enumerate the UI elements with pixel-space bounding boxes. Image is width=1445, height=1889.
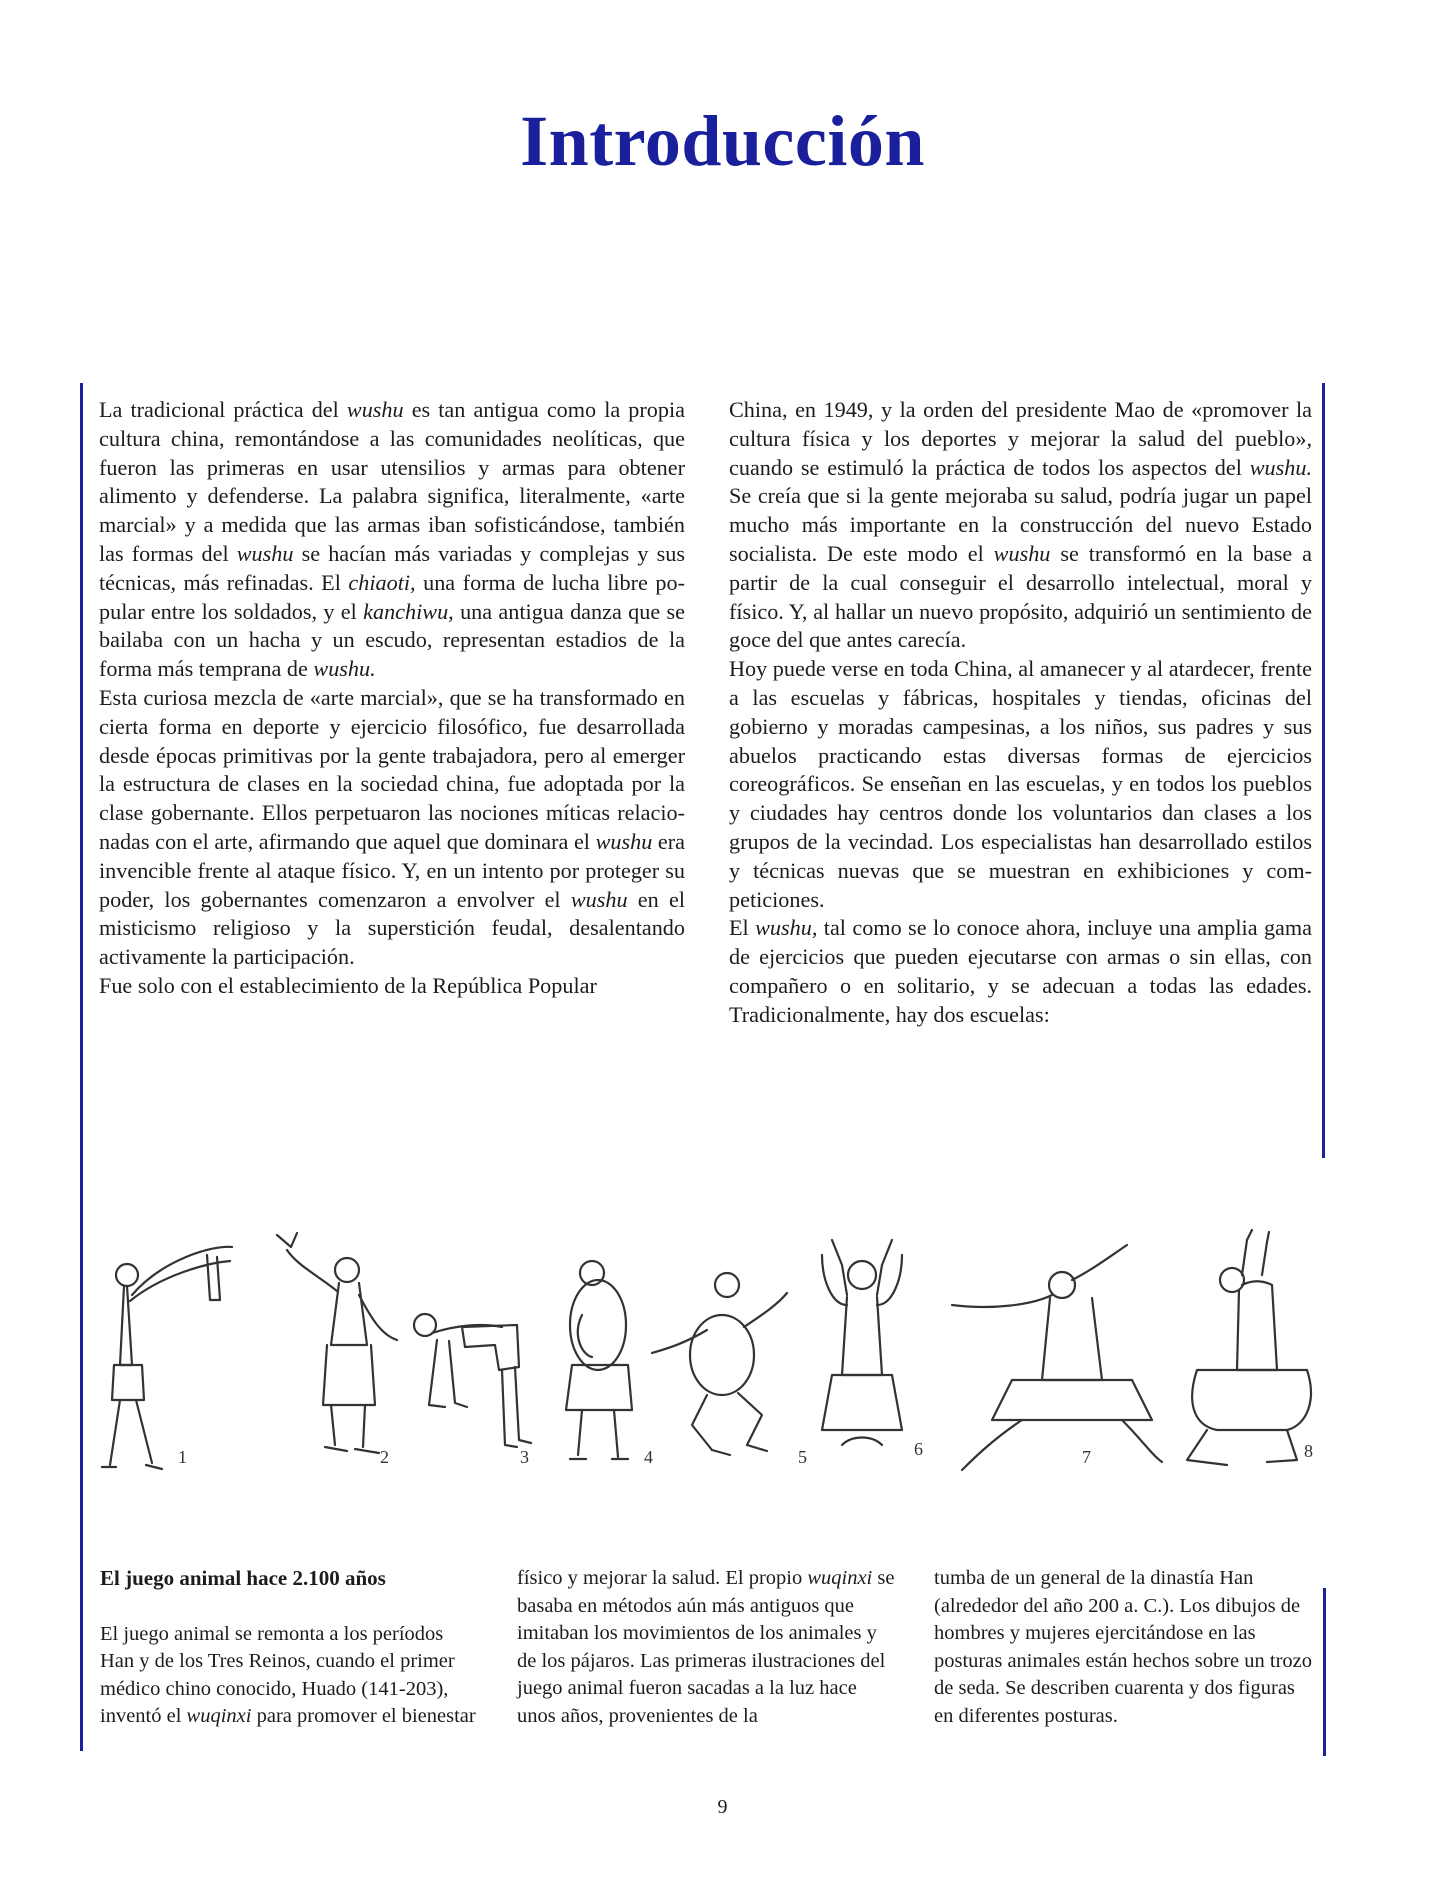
figure-6 (822, 1240, 902, 1445)
body-paragraph: Fue solo con el establecimiento de la República Popular (99, 972, 597, 998)
caption-left-rule (80, 1548, 83, 1751)
body-paragraph: La tradicional práctica del wushu es tan antigua como la propia cultura china, remontándose a las comunidades neolíticas, que fueron las primeras en usar utensilios y armas para obtener alimento y defenderse. La palabra significa, literalmente, «arte marcial» y a medida que las armas iban sofisticándose, también las formas del wushu se hacían más variadas y complejas y sus técnicas, más refinadas. El chiaoti, una forma de lucha libre popular entre los soldados, y el kanchiwu, una antigua danza que se bailaba con un hacha y un escudo, representan estadios de la forma más temprana de wushu. (99, 397, 685, 682)
body-paragraph: El wushu, tal como se lo conoce ahora, incluye una amplia gama de ejercicios que pueden ejecutarse con armas o sin ellas, con compañero o en solitario, y se adecuan a todas las edades. Tradicionalmente, hay dos escuelas: (729, 915, 1313, 1027)
page-number: 9 (717, 1796, 728, 1818)
figure-3-label: 3 (520, 1447, 529, 1467)
right-column-rule (1322, 383, 1325, 1158)
animal-game-illustration (82, 1225, 1322, 1495)
figure-2 (277, 1233, 397, 1453)
caption-column-3 (934, 1565, 1319, 1730)
figure-2-label: 2 (380, 1447, 389, 1467)
figure-4-label: 4 (644, 1447, 653, 1467)
figure-8-label: 8 (1304, 1441, 1313, 1461)
caption-column-2 (517, 1565, 897, 1730)
figure-5-label: 5 (798, 1447, 807, 1467)
body-paragraph: Hoy puede verse en toda China, al amanecer y al atardecer, frente a las escuelas y fábricas, hospitales y tiendas, oficinas del gobierno y moradas campesinas, a los niños, sus padres y sus abuelos practicando estas diversas formas de ejercicios coreográficos. Se enseñan en las escuelas, y en todos los pueblos y ciudades hay centros donde los voluntarios dan clases a los grupos de la vecindad. Los especialistas han desarrollado estilos y técnicas nuevas que se muestran en exhibiciones y competiciones. (729, 656, 1312, 912)
figure-1-label: 1 (178, 1447, 187, 1467)
page-title: Introducción (520, 101, 925, 181)
body-paragraph: Esta curiosa mezcla de «arte marcial», que se ha transformado en cierta forma en deporte y ejercicio filosófico, fue desarrollada desde épocas primitivas por la gente trabajadora, pero al emerger la estructura de clases en la sociedad china, fue adoptada por la clase gobernante. Ellos perpetuaron las nociones míticas relacionadas con el arte, afirmando que aquel que dominara el wushu era invencible frente al ataque físico. Y, en un intento por proteger su poder, los gobernantes comenzaron a envolver el wushu en el misticismo religioso y la superstición feudal, desalentando activamente la participación. (99, 684, 685, 970)
caption-right-rule (1323, 1588, 1326, 1756)
figure-4 (566, 1261, 632, 1459)
caption-paragraph: tumba de un general de la dinastía Han (alrededor del año 200 a. C.). Los dibujos de hombres y mujeres ejercitándose en las posturas animales están hechos sobre un trozo de seda. Se describen cuarenta y dos figuras en diferentes posturas. (934, 1567, 1313, 1727)
body-paragraph: China, en 1949, y la orden del presidente Mao de «promover la cultura física y los deportes y mejorar la salud del pueblo», cuando se estimuló la práctica de todos los aspectos del wushu. Se creía que si la gente mejoraba su salud, podría jugar un papel mucho más importante en la construcción del nuevo Estado socialista. De este modo el wushu se transformó en la base a partir de la cual conseguir el desarrollo intelectual, moral y físico. Y, al hallar un nuevo propósito, adquirió un sentimiento de goce del que antes carecía. (729, 397, 1313, 653)
caption-paragraph: El juego animal se remonta a los períodos Han y de los Tres Reinos, cuando el primer médico chino conocido, Huado (141-203), inventó el wuqinxi para promover el bienestar (100, 1622, 476, 1727)
figure-7 (952, 1245, 1162, 1470)
figure-1 (102, 1247, 232, 1469)
body-column-right (729, 396, 1312, 1030)
caption-paragraph: físico y mejorar la salud. El propio wuqinxi se basaba en métodos aún más antiguos que imitaban los movimientos de los animales y de los pájaros. Las primeras ilustraciones del juego animal fueron sacadas a la luz hace unos años, provenientes de la (517, 1567, 895, 1727)
caption-title: El juego animal hace 2.100 años (100, 1566, 386, 1590)
figure-5 (652, 1273, 787, 1455)
figure-3 (414, 1314, 531, 1447)
figure-7-label: 7 (1082, 1447, 1091, 1467)
figure-8 (1187, 1230, 1311, 1465)
caption-column-1 (100, 1565, 480, 1731)
body-column-left (99, 396, 685, 1001)
figure-6-label: 6 (914, 1439, 923, 1459)
